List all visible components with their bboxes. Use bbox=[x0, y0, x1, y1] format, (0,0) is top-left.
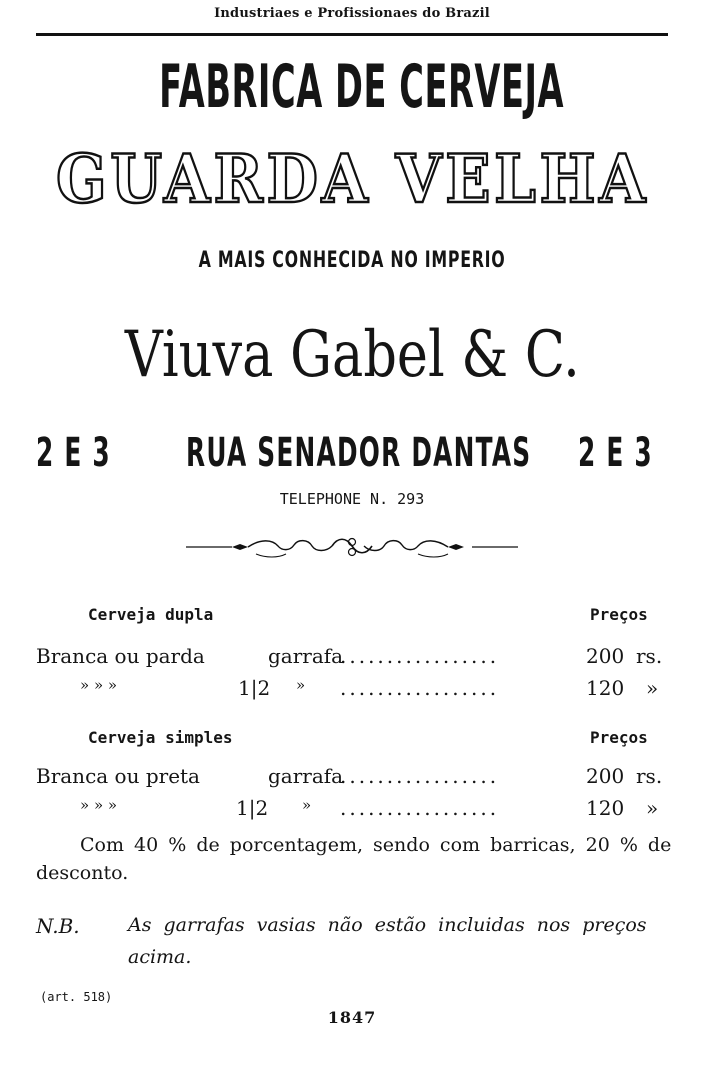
row-ditto: » » » bbox=[80, 796, 118, 814]
street-number-left-text: 2 E 3 bbox=[36, 430, 111, 476]
row-ditto-container: » bbox=[296, 676, 306, 694]
header-rule bbox=[36, 33, 668, 36]
telephone: TELEPHONE N. 293 bbox=[279, 490, 425, 508]
advert-title-text: FABRICA DE CERVEJA bbox=[159, 52, 565, 122]
row-container: garrafa bbox=[268, 644, 344, 668]
discount-line-2: desconto. bbox=[36, 862, 129, 884]
nb-text-line-2: acima. bbox=[128, 946, 192, 968]
brand-name bbox=[0, 140, 704, 218]
row-leader: ................. bbox=[340, 796, 500, 820]
row-price: 200 bbox=[586, 764, 625, 788]
section-heading-simples: Cerveja simples bbox=[88, 728, 233, 747]
row-ditto-container: » bbox=[302, 796, 312, 814]
row-price: 120 bbox=[586, 796, 625, 820]
nb-label: N.B. bbox=[36, 914, 80, 938]
street-number-right-text: 2 E 3 bbox=[578, 430, 653, 476]
row-leader: ................. bbox=[340, 644, 500, 668]
discount-line-1: Com 40 % de porcentagem, sendo com barricas, 20 % de bbox=[80, 834, 672, 856]
row-fraction: 1|2 bbox=[238, 676, 271, 700]
running-header: Industriaes e Profissionaes do Brazil bbox=[214, 6, 490, 21]
street-number-right bbox=[578, 430, 699, 476]
page-number: 1847 bbox=[327, 1008, 377, 1027]
row-leader: ................. bbox=[340, 764, 500, 788]
ornament-divider-icon bbox=[186, 534, 518, 560]
street-address-text: RUA SENADOR DANTAS bbox=[186, 430, 532, 476]
row-price: 120 bbox=[586, 676, 625, 700]
row-label: Branca ou parda bbox=[36, 644, 205, 668]
tagline-text: A MAIS CONHECIDA NO IMPERIO bbox=[198, 248, 506, 273]
row-label: Branca ou preta bbox=[36, 764, 200, 788]
article-ref: (art. 518) bbox=[40, 990, 113, 1004]
row-unit: rs. bbox=[636, 644, 663, 668]
row-leader: ................. bbox=[340, 676, 500, 700]
row-fraction: 1|2 bbox=[236, 796, 269, 820]
tagline bbox=[0, 248, 704, 273]
row-ditto: » » » bbox=[80, 676, 118, 694]
street-number-left bbox=[36, 430, 157, 476]
row-price: 200 bbox=[586, 644, 625, 668]
brand-name-text: GUARDA VELHA bbox=[55, 140, 649, 218]
row-unit: » bbox=[646, 676, 659, 700]
row-container: garrafa bbox=[268, 764, 344, 788]
row-unit: rs. bbox=[636, 764, 663, 788]
advert-title bbox=[0, 52, 704, 122]
section-heading-dupla: Cerveja dupla bbox=[88, 605, 214, 624]
price-heading-simples: Preços bbox=[590, 728, 648, 747]
row-unit: » bbox=[646, 796, 659, 820]
company-name-text: Viuva Gabel & C. bbox=[124, 318, 580, 392]
price-heading-dupla: Preços bbox=[590, 605, 648, 624]
company-name bbox=[0, 318, 704, 392]
nb-text-line-1: As garrafas vasias não estão incluidas nos preços bbox=[128, 914, 647, 936]
